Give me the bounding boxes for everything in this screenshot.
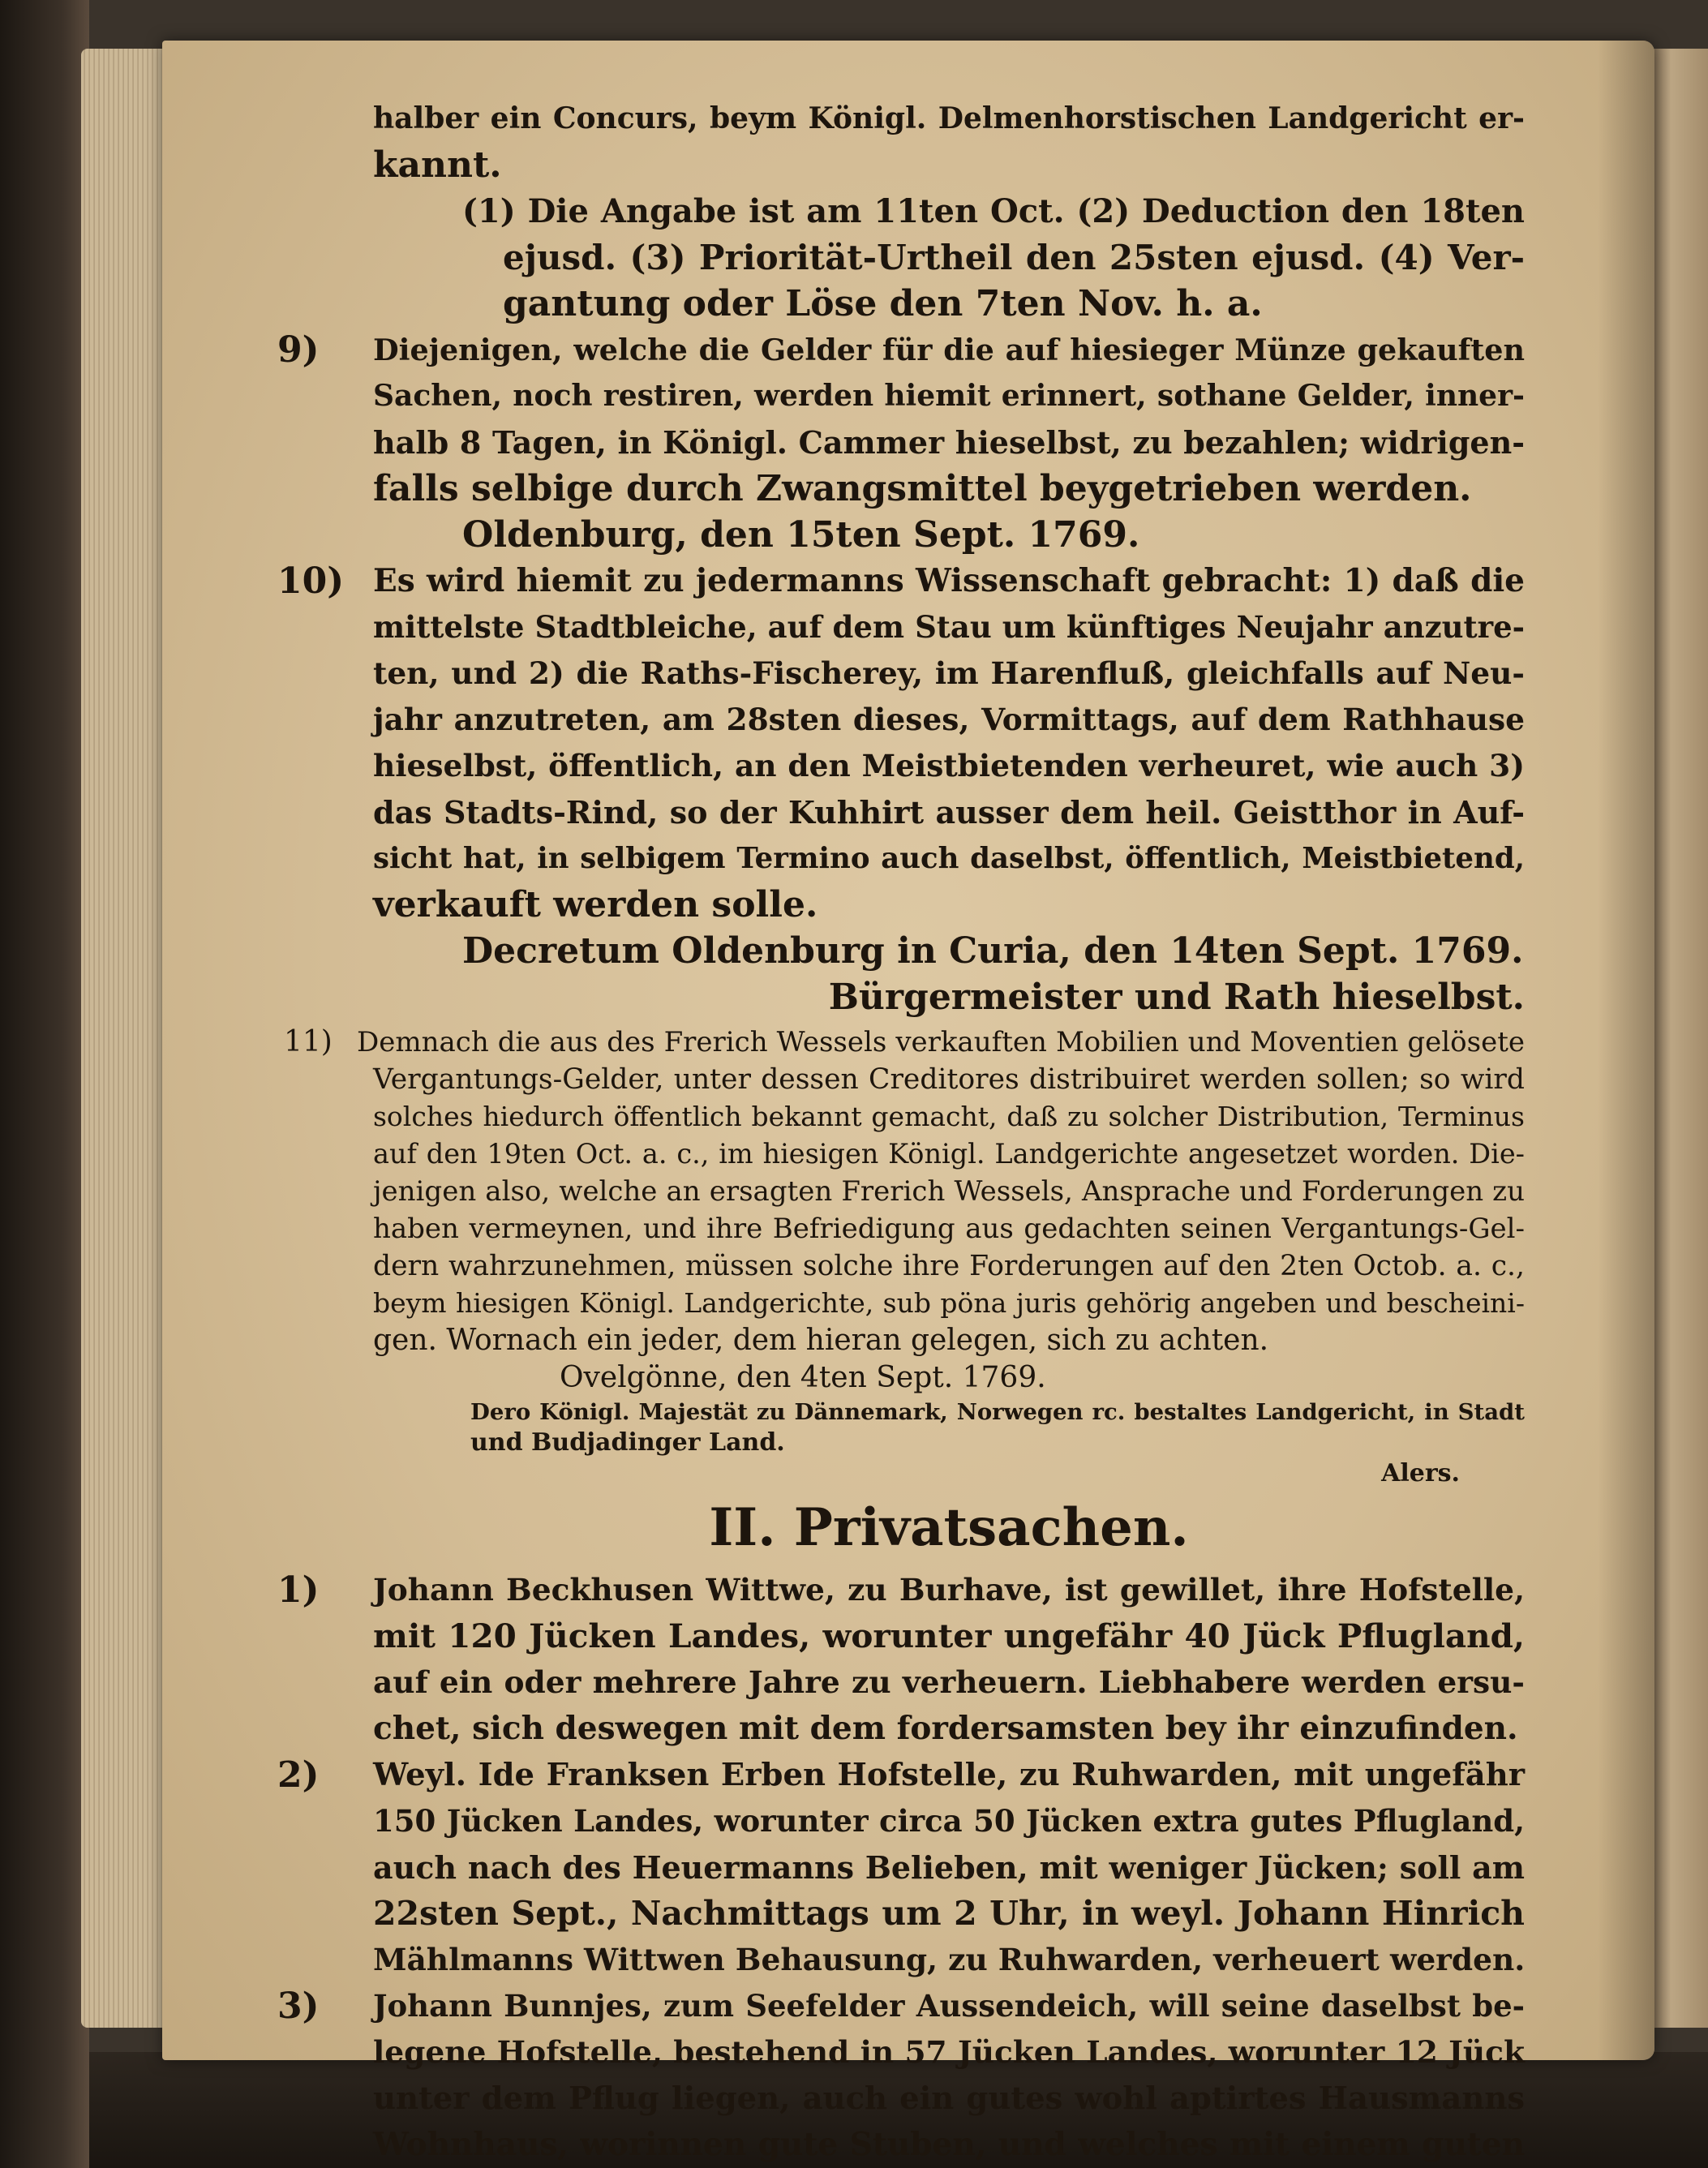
text-line: jahr anzutreten, am 28sten dieses, Vormittags, auf dem Rathhause — [373, 702, 1525, 737]
text-line: mittelste Stadtbleiche, auf dem Stau um künftiges Neujahr anzutre- — [373, 609, 1525, 645]
text-line: auf den 19ten Oct. a. c., im hiesigen Königl. Landgerichte angesetzet worden. Die- — [373, 1138, 1525, 1170]
text-line: Johann Bunnjes, zum Seefelder Aussendeich, will seine daselbst be- — [373, 1988, 1525, 2024]
text-line: haben vermeynen, und ihre Befriedigung aus gedachten seinen Vergantungs-Gel- — [373, 1213, 1525, 1245]
text-line: Johann Beckhusen Wittwe, zu Burhave, ist gewillet, ihre Hofstelle, — [373, 1572, 1525, 1608]
item-number: 3) — [277, 1986, 320, 2027]
section-heading: II. Privatsachen. — [709, 1497, 1189, 1558]
text-line: auch nach des Heuermanns Belieben, mit weniger Jücken; soll am — [373, 1849, 1525, 1886]
text-line: ejusd. (3) Priorität-Urtheil den 25sten ejusd. (4) Ver- — [503, 238, 1525, 277]
dateline: Oldenburg, den 15ten Sept. 1769. — [462, 514, 1140, 556]
notice-item-10 — [277, 558, 1525, 1020]
text-line: verkauft werden solle. — [373, 884, 818, 925]
text-line: dern wahrzunehmen, müssen solche ihre Forderungen auf den 2ten Octob. a. c., — [373, 1250, 1525, 1282]
text-line: gen. Wornach ein jeder, dem hieran gelegen, sich zu achten. — [373, 1324, 1269, 1357]
text-line: falls selbige durch Zwangsmittel beygetrieben werden. — [373, 468, 1472, 509]
item-number: 9) — [277, 329, 320, 371]
dateline: Ovelgönne, den 4ten Sept. 1769. — [560, 1361, 1046, 1394]
text-line: ten, und 2) die Raths-Fischerey, im Harenfluß, gleichfalls auf Neu- — [373, 655, 1525, 691]
text-line: jenigen also, welche an ersagten Frerich Wessels, Ansprache und Forderungen zu — [373, 1175, 1525, 1208]
text-line: Demnach die aus des Frerich Wessels verkauften Mobilien und Moventien gelösete — [357, 1026, 1525, 1058]
text-line: Vergantungs-Gelder, unter dessen Creditores distribuiret werden sollen; so wird — [373, 1063, 1525, 1096]
text-line: auf ein oder mehrere Jahre zu verheuern. Liebhabere werden ersu- — [373, 1664, 1525, 1700]
text-line: (1) Die Angabe ist am 11ten Oct. (2) Deduction den 18ten — [462, 192, 1525, 230]
private-item-1 — [277, 1567, 1525, 1752]
text-line: kannt. — [373, 144, 502, 186]
item-number: 11) — [284, 1025, 333, 1058]
text-line: Mählmanns Wittwen Behausung, zu Ruhwarden, verheuert werden. — [373, 1942, 1526, 1977]
text-line: sicht hat, in selbigem Termino auch daselbst, öffentlich, Meistbietend, — [373, 842, 1525, 875]
private-item-2 — [277, 1752, 1526, 1983]
text-line: halb 8 Tagen, in Königl. Cammer hieselbst, zu bezahlen; widrigen- — [373, 424, 1525, 461]
notice-item-9 — [277, 327, 1525, 558]
text-line: Weyl. Ide Franksen Erben Hofstelle, zu Ruhwarden, mit ungefähr — [373, 1757, 1525, 1793]
text-line: beym hiesigen Königl. Landgerichte, sub pöna juris gehörig angeben und bescheini- — [373, 1287, 1525, 1319]
item-number: 10) — [277, 560, 345, 602]
text-line: chet, sich deswegen mit dem fordersamsten bey ihr einzufinden. — [373, 1710, 1518, 1747]
signature: Alers. — [1381, 1459, 1460, 1488]
text-line: 22sten Sept., Nachmittags um 2 Uhr, in weyl. Johann Hinrich — [373, 1894, 1525, 1933]
text-line: Wohnhaus, worinnen gute Stuben, und welches mit einem guten — [373, 2126, 1525, 2163]
text-line: legene Hofstelle, bestehend in 57 Jücken Landes, worunter 12 Jück — [373, 2034, 1525, 2070]
text-line: Es wird hiemit zu jedermanns Wissenschaft gebracht: 1) daß die — [373, 562, 1525, 599]
text-line: Sachen, noch restiren, werden hiemit erinnert, sothane Gelder, inner- — [373, 379, 1525, 413]
text-line: Diejenigen, welche die Gelder für die auf hiesieger Münze gekauften — [373, 333, 1525, 367]
item-number: 2) — [277, 1754, 320, 1796]
facing-page-edge — [1646, 49, 1708, 2028]
page-gutter — [1598, 41, 1654, 2060]
private-item-3 — [277, 1983, 1525, 2168]
item-number: 1) — [277, 1569, 320, 1611]
page-text-block — [277, 96, 1526, 2168]
text-line: gantung oder Löse den 7ten Nov. h. a. — [503, 283, 1263, 324]
text-line: hieselbst, öffentlich, an den Meistbietenden verheuret, wie auch 3) — [373, 748, 1525, 783]
authority-line: und Budjadinger Land. — [470, 1428, 785, 1457]
book-shadow-left — [0, 0, 89, 2168]
notice-item-11 — [284, 1024, 1525, 1489]
text-line: mit 120 Jücken Landes, worunter ungefähr 40 Jück Pflugland, — [373, 1616, 1525, 1655]
text-line: solches hiedurch öffentlich bekannt gemacht, daß zu solcher Distribution, Terminus — [373, 1101, 1525, 1132]
dateline: Decretum Oldenburg in Curia, den 14ten Sept. 1769. — [462, 930, 1524, 972]
text-line: unter dem Pflug liegen, auch ein gutes wohl aptirtes Hausmanns — [373, 2080, 1525, 2117]
text-line: halber ein Concurs, beym Königl. Delmenhorstischen Landgericht er- — [373, 101, 1525, 135]
authority-line: Dero Königl. Majestät zu Dännemark, Norwegen rc. bestaltes Landgericht, in Stadt — [470, 1399, 1525, 1425]
signature: Bürgermeister und Rath hieselbst. — [828, 977, 1525, 1018]
text-line: das Stadts-Rind, so der Kuhhirt ausser dem heil. Geistthor in Auf- — [373, 794, 1525, 831]
text-line: 150 Jücken Landes, worunter circa 50 Jücken extra gutes Pflugland, — [373, 1803, 1525, 1839]
continuation-block — [373, 96, 1525, 327]
